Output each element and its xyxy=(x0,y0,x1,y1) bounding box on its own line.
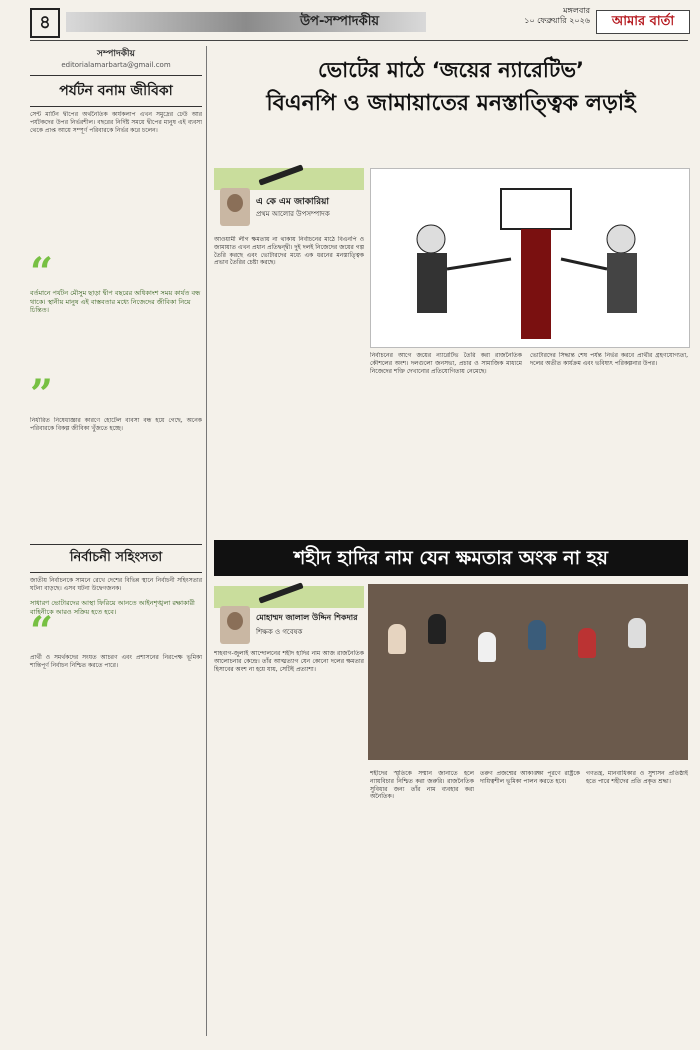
headline-line-2: বিএনপি ও জামায়াতের মনস্তাত্ত্বিক লড়াই xyxy=(266,91,636,116)
headline-line-1: ভোটের মাঠে ‘জয়ের ন্যারেটিভ’ xyxy=(318,58,584,82)
editorial-headline-1: পর্যটন বনাম জীবিকা xyxy=(30,75,202,107)
pen-icon-2 xyxy=(258,582,303,603)
pull-quote-1 xyxy=(30,249,202,418)
article-2-col-d: গণতন্ত্র, মানবাধিকার ও সুশাসন প্রতিষ্ঠাই হতে পারে শহীদের প্রতি প্রকৃত শ্রদ্ধা। xyxy=(586,770,688,785)
editorial-para-5: প্রার্থী ও সমর্থকদের সংযত আচরণ এবং প্রশাসনের নিরপেক্ষ ভূমিকা শান্তিপূর্ণ নির্বাচন নিশ্চিত করতে পারে। xyxy=(30,654,202,669)
pen-icon xyxy=(258,164,303,185)
page-header xyxy=(0,0,700,42)
pen-banner-2 xyxy=(214,586,364,608)
editorial-headline-2: নির্বাচনী সহিংসতা xyxy=(30,544,202,573)
author-avatar xyxy=(220,188,250,226)
crowd-figure xyxy=(428,614,446,644)
article-1-col-b: নির্বাচনের আগে জয়ের ন্যারেটিভ তৈরি করা রাজনৈতিক কৌশলের অংশ। দলগুলো জনসভা, প্রচার ও সামাজিক মাধ্যমে নিজেদের শক্তি দেখানোর প্রতিযোগিতায় নেমেছে। xyxy=(370,352,522,375)
quote-close-icon: ” xyxy=(30,371,54,418)
author-box-1 xyxy=(214,168,364,230)
cartoon-illustration xyxy=(370,168,690,348)
pull-quote-3-text: সাধারণ ভোটারদের আস্থা ফিরিয়ে আনতে আইনশৃঙ্খলা রক্ষাকারী বাহিনীকে আরও সক্রিয় হতে হবে। xyxy=(30,599,195,616)
protest-photo xyxy=(368,584,688,760)
editorial-para-2: নির্ধারিত নিষেধাজ্ঞার কারণে হোটেল ব্যবসা বন্ধ হয়ে গেছে, অনেক পরিবারকে বিকল্প জীবিকা খুঁজতে হচ্ছে। xyxy=(30,417,202,432)
editorial-column-2 xyxy=(30,540,202,670)
article-1-col-a: আওয়ামী লীগ ক্ষমতায় না থাকায় নির্বাচনের মাঠে বিএনপি ও জামায়াত এখন প্রধান প্রতিদ্বন্দ্বী। দুই দলই নিজেদের জয়ের গল্প তৈরি করছে এবং ভোটারদের মধ্যে এক ধরনের মনস্তাত্ত্বিক প্রভাব তৈরির চেষ্টা করছে। xyxy=(214,236,364,267)
author-2-role: শিক্ষক ও গবেষক xyxy=(256,628,303,636)
header-rule xyxy=(30,40,688,41)
pull-quote-3 xyxy=(30,599,202,655)
article-2-headline: শহীদ হাদির নাম যেন ক্ষমতার অংক না হয় xyxy=(214,540,688,576)
editorial-para-1: সেন্ট মার্টিন দ্বীপের অর্থনৈতিক কার্যকলাপ এখন সমুদ্রের ঢেউ আর পর্যটকদের উপর নির্ভরশীল। বছরের নির্দিষ্ট সময়ে দ্বীপের মানুষ এই ব্যবসা থেকে প্রাপ্ত আয়ে সম্পূর্ণ পরিবারকে নির্ভর করে চলেন। xyxy=(30,111,202,134)
author-role: প্রথম আলোর উপসম্পাদক xyxy=(256,210,330,218)
crowd-figure xyxy=(388,624,406,654)
editorial-label: সম্পাদকীয় xyxy=(97,49,135,59)
article-2-col-c: তরুণ প্রজন্মের আকাঙ্ক্ষা পূরণে রাষ্ট্রকে দায়িত্বশীল ভূমিকা পালন করতে হবে। xyxy=(480,770,580,785)
weekday: মঙ্গলবার xyxy=(563,6,590,15)
author-box-2 xyxy=(214,586,364,642)
page-number: ৪ xyxy=(30,8,60,38)
quote-open-icon: “ xyxy=(30,249,54,296)
crowd-figure xyxy=(628,618,646,648)
author-2-avatar xyxy=(220,606,250,644)
pen-banner xyxy=(214,168,364,190)
quote-icon: “ xyxy=(30,608,54,655)
pull-quote-text: বর্তমানে পর্যটন মৌসুম ছাড়া দ্বীপ বছরের অধিকাংশ সময় কার্যত বন্ধ থাকে। স্থানীয় মানুষ এই বাস্তবতার মধ্যে নিজেদের জীবিকা নিয়ে চিন্তিত। xyxy=(30,289,201,314)
editorial-para-4: জাতীয় নির্বাচনকে সামনে রেখে দেশের বিভিন্ন স্থানে নির্বাচনী সহিংসতার ঘটনা বাড়ছে। এসব ঘটনা উদ্বেগজনক। xyxy=(30,577,202,592)
author-2-name: মোহাম্মদ জালাল উদ্দিন শিকদার xyxy=(256,613,358,622)
article-1-headline xyxy=(214,56,688,118)
column-divider xyxy=(206,46,207,1036)
author-name: এ কে এম জাকারিয়া xyxy=(256,197,330,207)
article-2-col-b: শহীদের স্মৃতিকে সম্মান জানাতে হলে ন্যায়বিচার নিশ্চিত করা জরুরি। রাজনৈতিক সুবিধার জন্য তাঁর নাম ব্যবহার করা অনৈতিক। xyxy=(370,770,474,801)
crowd-figure xyxy=(478,632,496,662)
article-2-col-a: শাহবাগ-জুলাই আন্দোলনের শহীদ হাদির নাম আজ রাজনৈতিক আলোচনার কেন্দ্রে। তাঁর আত্মত্যাগ যেন কোনো দলের ক্ষমতার হিসাবের অংশ না হয়ে যায়, সেটিই প্রত্যাশা। xyxy=(214,650,364,673)
dateline xyxy=(510,6,590,26)
date: ১০ ফেব্রুয়ারি ২০২৬ xyxy=(524,16,590,25)
crowd-figure xyxy=(578,628,596,658)
section-title: উপ-সম্পাদকীয় xyxy=(300,14,380,29)
brand-logo: আমার বার্তা xyxy=(596,10,690,34)
editorial-email: editorialamarbarta@gmail.com xyxy=(61,61,171,69)
crowd-figure xyxy=(528,620,546,650)
article-1-col-c: ভোটারদের সিদ্ধান্ত শেষ পর্যন্ত নির্ভর করবে প্রার্থীর গ্রহণযোগ্যতা, দলের অতীত কার্যক্রম এবং ভবিষ্যৎ পরিকল্পনার উপর। xyxy=(530,352,688,367)
